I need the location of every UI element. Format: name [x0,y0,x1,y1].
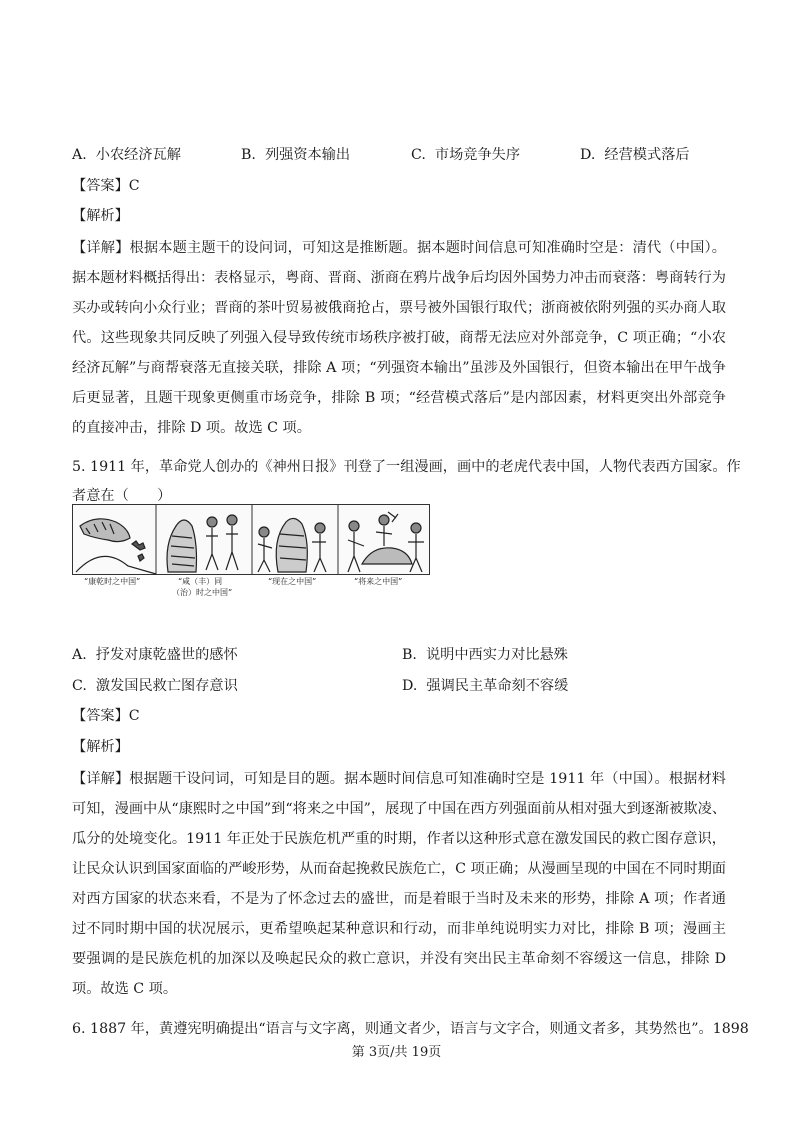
q5-analysis-tag: 【解析】 [72,739,129,755]
answer-value: C [128,708,140,724]
q4-answer [72,176,726,196]
q5-detail [72,764,726,1004]
caption-kangqian: “康乾时之中国” [84,577,141,586]
q5-option-b[interactable]: B. 说明中西实力对比悬殊 [402,647,568,663]
answer-tag: 【答案】 [72,708,129,724]
detail-text: 根据题干设问词，可知是目的题。据本题时间信息可知准确时空是 1911 年（中国）。根据材料可知，漫画中从“康熙时之中国”到“将来之中国”，展现了中国在西方列强面前从相对强大到逐渐被欺凌、瓜分的处境变化。1911 年正处于民族危机严重的时期，作者以这种形式意在激发国民的救亡图存意识，让民众认识到国家面临的严峻形势，从而奋起挽救民族危亡，C 项正确；从漫画呈现的中国在不同时期面对西方国家的状态来看，不是为了怀念过去的盛世，而是着眼于当时及未来的形势，排除 A 项；作者通过不同时期中国的状况展示，更希望唤起某种意识和行动，而非单纯说明实力对比，排除 B 项；漫画主要强调的是民族危机的加深以及唤起民众的救亡意识，并没有突出民主革命刻不容缓这一信息，排除 D 项。故选 C 项。 [72,771,726,997]
page-footer: 第 3页/共 19页 [351,1045,442,1060]
cartoon-strip [72,504,430,576]
q4-detail [72,233,726,443]
detail-tag: 【详解】 [72,771,130,787]
q4-option-c[interactable]: C. 市场竞争失序 [411,147,521,163]
q5-option-d[interactable]: D. 强调民主革命刻不容缓 [402,678,569,694]
q5-answer [72,706,726,726]
q4-option-d[interactable]: D. 经营模式落后 [580,147,690,163]
detail-text: 根据本题主题干的设问词，可知这是推断题。据本题时间信息可知准确时空是：清代（中国）。据本题材料概括得出：表格显示，粤商、晋商、浙商在鸦片战争后均因外国势力冲击而衰落：粤商转行为买办或转向小众行业；晋商的茶叶贸易被俄商抢占，票号被外国银行取代；浙商被依附列强的买办商人取代。这些现象共同反映了列强入侵导致传统市场秩序被打破，商帮无法应对外部竞争，C 项正确；“小农经济瓦解”与商帮衰落无直接关联，排除 A 项；“列强资本输出”虽涉及外国银行，但资本输出在甲午战争后更显著，且题干现象更侧重市场竞争，排除 B 项；“经营模式落后”是内部因素，材料更突出外部竞争的直接冲击，排除 D 项。故选 C 项。 [72,240,726,436]
q5-cartoon-image [72,504,430,600]
q5-stem-line2: 者意在（ ） [72,488,172,504]
answer-value: C [128,178,140,194]
caption-jianglai: “将来之中国” [354,577,403,586]
q5-option-c[interactable]: C. 激发国民救亡图存意识 [72,678,238,694]
q5-option-a[interactable]: A. 抒发对康乾盛世的感怀 [72,647,238,663]
caption-xiantong-line2: （治）时之中国” [172,588,233,597]
detail-tag: 【详解】 [72,240,130,256]
q5-stem-line1: 5. 1911 年，革命党人创办的《神州日报》刊登了一组漫画，画中的老虎代表中国，人物代表西方国家。作 [72,459,741,475]
q6-stem-line1: 6. 1887 年，黄遵宪明确提出“语言与文字离，则通文者少，语言与文字合，则通文者多，其势然也”。1898 [72,1021,749,1037]
q4-analysis-tag: 【解析】 [72,208,129,224]
caption-xiantong-line1: “咸（丰）同 [178,577,223,586]
caption-xianzai: “现在之中国” [268,577,317,586]
answer-tag: 【答案】 [72,178,129,194]
q4-option-a[interactable]: A. 小农经济瓦解 [72,147,181,163]
q4-option-b[interactable]: B. 列强资本输出 [241,147,351,163]
